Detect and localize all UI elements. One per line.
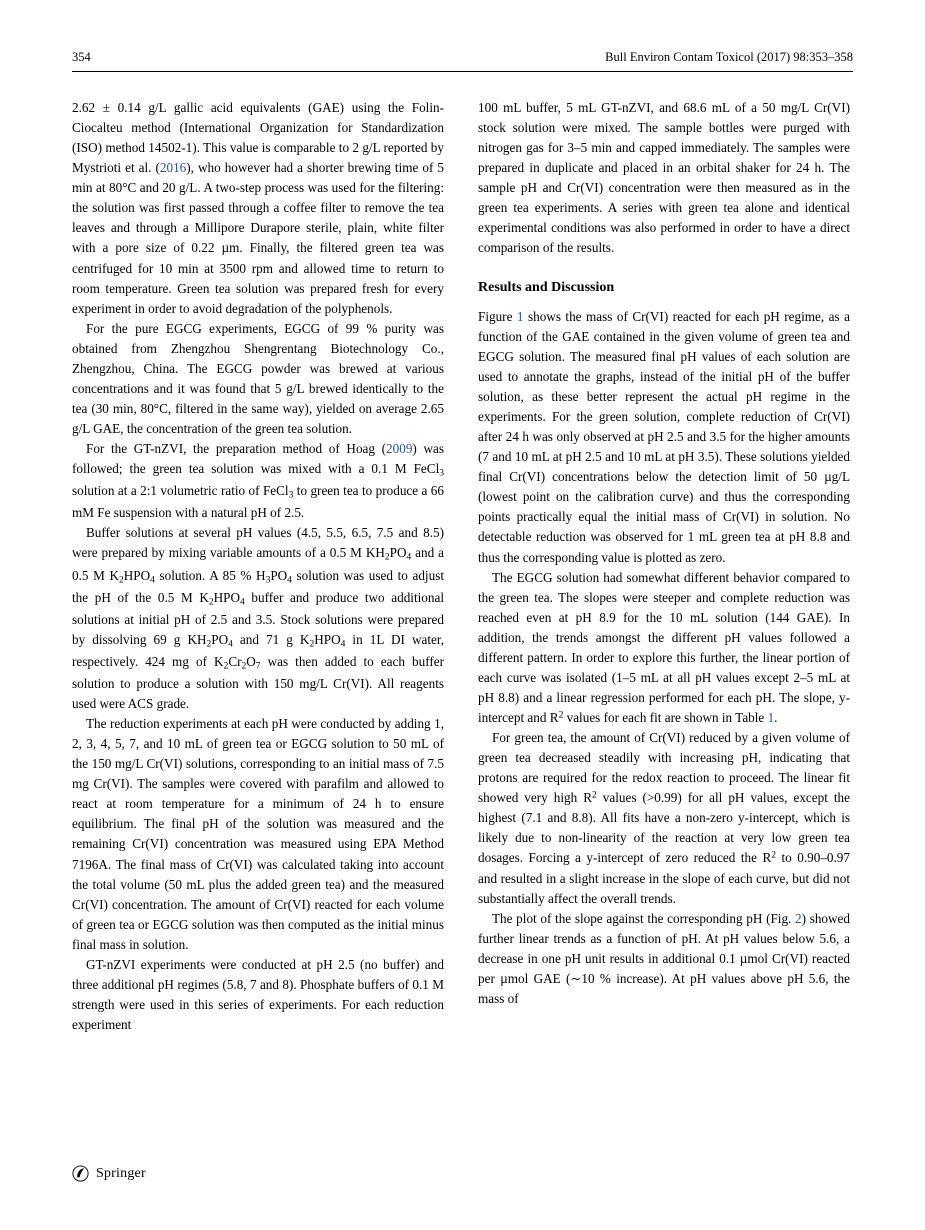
page-number: 354 [72,50,91,64]
citation-link-mystrioti-2016[interactable]: 2016 [159,160,187,176]
springer-logo-icon [72,1165,89,1182]
paragraph: Buffer solutions at several pH values (4.5, 5.5, 6.5, 7.5 and 8.5) were prepared by mixing variable amounts of a 0.5 M $KH_2PO_4$ and a 0.5 M $K_2HPO_4$ solution. A 85 % $H_3PO_4$ solution was used to adjust the pH of the 0.5 M $K_2HPO_4$ buffer and produce two additional solutions at initial pH of 2.5 and 3.5. Stock solutions were prepared by dissolving 69 g $KH_2PO_4$ and 71 g $K_2HPO_4$ in 1L DI water, respectively. 424 mg of $K_2Cr_2O_7$ was then added to each buffer solution to produce a solution with 150 mg/L Cr(VI). All reagents used were ACS grade. [72,525,445,712]
paragraph: GT-nZVI experiments were conducted at pH 2.5 (no buffer) and three additional pH regimes (5.8, 7 and 8). Phosphate buffers of 0.1 M strength were used in this series of experiments. For each reduction experiment [72,956,444,1033]
paragraph: For the GT-nZVI, the preparation method of Hoag (2009) was followed; the green tea solution was mixed with a 0.1 M FeCl$_3$ solution at a 2:1 volumetric ratio of FeCl$_3$ to green tea to produce a 66 mM Fe suspension with a natural pH of 2.5. [72,441,444,521]
table-link-1[interactable]: 1 [767,710,775,726]
journal-reference: Bull Environ Contam Toxicol (2017) 98:353–358 [605,50,853,64]
two-column-body [72,98,853,1035]
right-column [478,98,850,1035]
page-header [72,50,853,72]
paragraph: 2.62 ± 0.14 g/L gallic acid equivalents (GAE) using the Folin-Ciocalteu method (International Organization for Standardization (ISO) method 14502-1). This value is comparable to 2 g/L reported by Mystrioti et al. (2016), who however had a shorter brewing time of 5 min at 80°C and 20 g/L. A two-step process was used for the filtering: the solution was first passed through a coffee filter to remove the tea leaves and through a Millipore Durapore sterile, plain, white filter with a pore size of 0.22 µm. Finally, the filtered green tea was centrifuged for 10 min at 3500 rpm and allowed time to return to room temperature. Green tea solution was prepared fresh for every experiment in order to avoid degradation of the polyphenols. [72,100,444,316]
left-column [72,98,444,1035]
figure-link-1[interactable]: 1 [516,308,524,324]
paragraph: Figure 1 shows the mass of Cr(VI) reacted for each pH regime, as a function of the GAE contained in the given volume of green tea and EGCG solution. The measured final pH values of each solution are used to annotate the graphs, instead of the initial pH of the buffer solution, as these better represent the actual pH regime in the experiments. For the green solution, complete reduction of Cr(VI) after 24 h was only observed at pH 2.5 and 3.5 for the higher amounts (7 and 10 mL at pH 2.5 and 10 mL at pH 3.5). These solutions yielded final Cr(VI) concentrations below the detection limit of 50 µg/L (lowest point on the calibration curve) and thus the corresponding points practically equal the initial mass of Cr(VI) in solution. No detectable reduction was observed for 1 mL green tea at pH 8.8 and thus the corresponding value is plotted as zero. [478,308,850,565]
paragraph: For green tea, the amount of Cr(VI) reduced by a given volume of green tea decreased steadily with increasing pH, indicating that protons are required for the redox reaction to proceed. The linear fit showed very high $R^2$ values (>0.99) for all pH values, except the highest (7.1 and 8.8). All fits have a non-zero y-intercept, which is likely due to non-linearity of the reaction at very low green tea dosages. Forcing a y-intercept of zero reduced the $R^2$ to 0.90–0.97 and resulted in a slight increase in the slope of each curve, but did not substantially affect the overall trends. [478,730,850,906]
paragraph: The EGCG solution had somewhat different behavior compared to the green tea. The slopes were steeper and complete reduction was reached even at pH 8.9 for the 10 mL solution (144 GAE). In addition, the trends amongst the different pH values followed a different pattern. In order to explore this further, the linear portion of each curve was isolated (1–5 mL at all pH values except 2–5 mL at pH 8.8) and a linear regression performed for each pH. The slope, y-intercept and $R^2$ values for each fit are shown in Table 1. [478,569,850,726]
publisher-name: Springer [96,1165,146,1181]
paragraph: For the pure EGCG experiments, EGCG of 99 % purity was obtained from Zhengzhou Shengrentang Biotechnology Co., Zhengzhou, China. The EGCG powder was brewed at various concentrations and it was found that 5 g/L brewed identically to the tea (30 min, 80°C, filtered in the same way), yielded on average 2.65 g/L GAE, the concentration of the green tea solution. [72,320,444,436]
citation-link-hoag-2009[interactable]: 2009 [386,441,413,457]
paragraph: The plot of the slope against the corresponding pH (Fig. 2) showed further linear trends as a function of pH. At pH values below 5.6, a decrease in one pH unit results in additional 0.1 µmol Cr(VI) reacted per µmol GAE (∼10 % increase). At pH values above pH 5.6, the mass of [478,910,850,1006]
paragraph: The reduction experiments at each pH were conducted by adding 1, 2, 3, 4, 5, 7, and 10 mL of green tea or EGCG solution to 50 mL of the 150 mg/L Cr(VI) solutions, corresponding to an initial mass of 7.5 mg Cr(VI). The samples were covered with parafilm and allowed to react at room temperature for a minimum of 24 h to ensure equilibrium. The final pH of the solution was measured and the remaining Cr(VI) concentration was measured using EPA Method 7196A. The final mass of Cr(VI) was calculated taking into account the total volume (50 mL plus the added green tea) and the measured Cr(VI) concentration. The amount of Cr(VI) reacted for each volume of green tea or EGCG solution was then computed as the initial minus final mass in solution. [72,716,444,952]
figure-link-2[interactable]: 2 [795,910,802,926]
section-heading-results-and-discussion: Results and Discussion [478,279,615,295]
paragraph: 100 mL buffer, 5 mL GT-nZVI, and 68.6 mL of a 50 mg/L Cr(VI) stock solution were mixed. The sample bottles were purged with nitrogen gas for 3–5 min and capped immediately. The samples were prepared in duplicate and placed in an orbital shaker for 24 h. The sample pH and Cr(VI) concentration were then measured as in the green tea experiments. A series with green tea alone and identical experimental conditions was also performed in order to have a direct comparison of the results. [478,100,850,256]
page-footer [72,1165,146,1182]
